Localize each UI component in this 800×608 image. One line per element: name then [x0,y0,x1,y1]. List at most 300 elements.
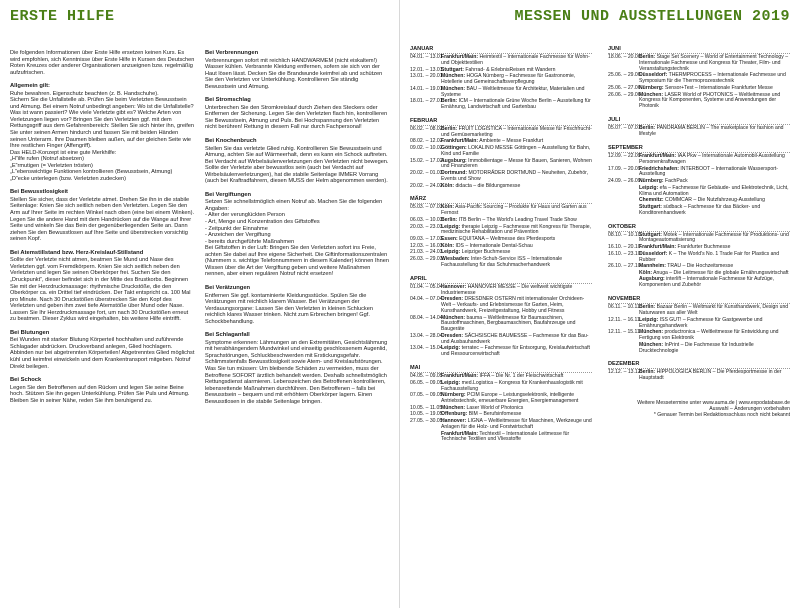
fair-description [441,184,592,190]
month-heading: MAI [410,365,421,372]
section-text [205,146,390,185]
fair-date: 26.03. – 29.03. [410,255,444,262]
fair-city: München: [441,73,466,80]
fair-date [608,198,639,204]
fair-name: ISS GUT! – Fachmesse für Gastgewerbe und Ernährungshandwerk [639,316,763,329]
fair-date [608,186,639,198]
fair-city: Berlin: [441,216,458,223]
fair-description [639,343,790,355]
fair-date: 26.06. – 29.06. [608,91,642,98]
fair-date: 06.11. – 10.11. [608,304,642,311]
first-aid-section [205,138,390,185]
fair-city: Friedrichshafen: [639,165,679,172]
footnote [608,400,790,418]
fair-name: IFFA – Die Nr. 1 der Fleischwirtschaft [479,373,564,380]
fair-description [441,171,592,183]
fair-entry [410,99,592,111]
footnote-line: * Genauer Termin bei Redaktionsschluss noch nicht bekannt [653,412,790,419]
fair-date: 26.10. – 27.10. [608,263,642,270]
fair-description [639,73,790,85]
fair-name: TRAU – Die Hochzeitsmesse [667,263,734,270]
fair-city: Essen: [441,236,458,242]
fair-entry [608,305,790,317]
month-heading: NOVEMBER [608,296,641,303]
month-heading: APRIL [410,275,427,282]
section-line: Das HELD-Konzept ist eine gute Merkhilfe: [10,149,117,156]
month-block [410,196,592,268]
fair-city: Frankfurt/Main: [441,430,479,437]
month-block [608,117,790,138]
first-aid-section [205,285,390,325]
fair-entry [410,297,592,315]
fair-city: Stuttgart: [639,231,662,238]
month-block [608,46,790,110]
fair-city: München: [441,85,466,92]
section-line: - Zeitpunkt der Einnahme [205,225,268,232]
section-heading: Bei Verbrennungen [205,50,259,56]
fair-entry [410,419,592,431]
fair-city: Dresden: [441,296,464,303]
fair-city: Augsburg: [639,276,665,283]
fair-city: Berlin: [639,369,656,376]
fair-name: ITB Berlin – The World's Leading Travel Trade Show [458,216,577,223]
fair-name: med.Logistica – Kongress für Krankenhauslogistik mit Fachausstellung [441,379,583,392]
month-heading: FEBRUAR [410,117,438,124]
fair-city: Leipzig: [639,184,659,191]
fair-description [639,318,790,330]
fair-entry [410,146,592,158]
section-line: Verbrennungen sofort mit reichlich HANDWARMEM (nicht eiskaltem!) Wasser kühlen. Verbrannte Kleidung entfernen, sofern sie sich von der Haut lösen lässt. Decken Sie die Brandwunde keimfrei ab und schützen Sie den Verletzten vor Unterkühlung. Kontrollieren Sie ständig Bewusstsein und Atmung. [205,57,383,90]
fair-description [639,167,790,179]
fair-date [608,277,639,289]
section-line: - Anzeichen der Vergiftung [205,232,271,239]
fair-city: Mannheim: [639,263,666,270]
section-line: Sichern Sie die Unfallstelle ab. Prüfen Sie beim Verletzten Bewusstsein und Atmung. Bei einem Notruf unbedingt angeben: Wo ist die Unfallstelle? Was ist wann passiert? Wie viele Verletzte gibt es? Welche Arten von Verletzungen liegen vor? Bringen Sie den Verletzten ggf. mit dem Rettungsgriff aus dem Gefahrenbereich: Stellen Sie sich hinter ihn, greifen Sie unter seinen Armen hindurch und fassen Sie mit beiden Händen seinen Unterarm. Ihre Daumen bleiben außen, auf der gleichen Seite wie Ihre restlichen Finger (Affengriff). [10,97,194,150]
section-line: Stellen Sie sicher, dass der Verletzte atmet. Drehen Sie ihn in die stabile Seitenlage: Knien Sie sich seitlich neben den Verletzten. Legen Sie den Arm auf Ihrer Seite im rechten Winkel nach oben (eine bei einem Winken). Legen Sie die andere Hand mit dem Handrücken auf die Wange auf Ihrer Seite und winkeln Sie das Bein der gegenüberliegenden Seite an. Dann ziehen Sie den Bewusstlosen auf Ihre Seite und überstrecken vorsichtig seinen Kopf. [10,196,195,243]
fair-city: Düsseldorf: [639,72,668,79]
fair-city: Berlin: [639,54,656,60]
fair-name: Stage Set Scenery – World of Entertainment Technology – Internationale Fachmesse und Kongress für Theater, Film- und Veranstaltungstechnik [639,54,789,72]
fair-date: 07.05. – 09.05. [410,392,444,399]
fair-description [441,432,592,444]
fair-name: LIGNA – Weltleitmesse für Maschinen, Werkzeuge und Anlagen für die Holz- und Forstwirtschaft [441,418,592,430]
fair-name: MOTORRÄDER DORTMUND – Neuheiten, Zubehör, Events und Show [441,170,589,182]
fair-city: Leipzig: [441,223,461,230]
fair-city: München: [639,341,664,348]
fair-description [441,297,592,315]
section-heading: Bei Knochenbruch [205,138,257,145]
fair-description [441,225,592,237]
fair-date: 06.05. – 09.05. [410,379,444,386]
month-heading: JULI [608,117,621,124]
section-text [10,197,195,243]
first-aid-column-2 [205,50,390,412]
fair-date: 08.04. – 14.04. [410,314,444,321]
fair-name: HOGA Nürnberg – Fachmesse für Gastronomie, Hotellerie und Gemeinschaftsverpflegung [441,73,576,85]
fair-city: Berlin: [441,98,458,105]
section-heading: Bei Schock [10,377,42,384]
fair-name: terratec – Fachmesse für Entsorgung, Kreislaufwirtschaft und Ressourcenwirtschaft [441,345,590,358]
fair-name: ICM – Internationale Grüne Woche Berlin – Ausstellung für Ernährung, Landwirtschaft und Gartenbau [441,98,591,110]
fair-description [639,277,790,289]
fair-entry [410,87,592,99]
fair-name: Techtextil – Internationale Leitmesse für Technische Textilien und Vliesstoffe [441,430,570,443]
section-line: „E“rmutigen (= Verletzten trösten) [10,162,93,169]
fair-city: Göttingen: [441,145,467,151]
fair-city: München: [639,329,664,336]
fair-entry [410,205,592,217]
fair-description [639,305,790,317]
fair-city: Leipzig: [639,316,659,323]
fair-city: Stuttgart: [639,203,662,210]
month-block [608,296,790,354]
first-aid-sections-1 [10,83,195,404]
fair-name: Heimtextil – Internationale Fachmesse für Wohn- und Objekttextilien [441,54,590,66]
fair-description [441,127,592,139]
fair-city: München: [639,91,664,98]
section-heading: Bei Schlaganfall [205,332,250,339]
fair-city: Frankfurt/Main: [441,373,479,380]
fair-name: Sensor+Test – Internationale Frankfurter Messe [665,84,773,91]
fair-entry [410,55,592,67]
fair-name: Inter-Schuh-Service ISS – Internationale Fachausstellung für das Schuhmacherhandwerk [441,255,563,268]
first-aid-section [205,192,390,278]
fair-date: 08.10. – 10.10. [608,231,642,238]
fair-date: 05.03. – 07.03. [410,204,444,211]
fair-city: München: [441,404,466,411]
footnote-line: Weitere Messetermine unter www.auma.de | www.expodatabase.de [637,400,790,407]
fair-date: 13.01. – 20.01. [410,73,444,80]
fair-entry [608,205,790,217]
fair-name: K – The World's No. 1 Trade Fair for Plastics and Rubber [639,250,780,263]
fair-entry [608,186,790,198]
fair-name: FRUIT LOGISTICA – Internationale Messe für Frischfrucht- und Gemüsemarketing [441,125,592,138]
fair-city: Augsburg: [441,157,467,164]
section-heading: Bei Blutungen [10,329,50,336]
fair-date: 24.09. – 26.09. [608,178,642,185]
section-text [10,337,195,370]
first-aid-section [10,330,195,370]
fair-date: 14.01. – 19.01. [410,85,444,92]
fair-city: Offenburg: [441,411,468,418]
month-heading: MÄRZ [410,196,427,203]
fair-date: 13.04. – 15.04. [410,345,444,352]
fair-name: DRESDNER OSTERN mit internationaler Orchideen-Welt – Verkaufs- und Erlebnismesse für Garten, Heim, Kunsthandwerk, Freizeitgestaltung, Hobby und Fitness [441,296,585,314]
fair-entry [410,346,592,358]
month-heading: JUNI [608,46,621,52]
fair-date [608,271,639,277]
section-text [205,293,390,326]
fair-date: 12.03. – 16.03. [410,242,444,249]
fair-description [441,87,592,99]
fair-name: INTERBOOT – Internationale Wassersport-Ausstellung [639,165,779,178]
fair-date: 15.02. – 17.02. [410,157,444,164]
fair-entry [410,381,592,393]
fair-name: PANORAMA BERLIN – The marketplace for fashion and lifestyle [639,125,784,138]
section-line: Symptome erkennen: Lähmungen an den Extremitäten, Gesichtslähmung mit herabhängendem Mundwinkel und einseitig geschlossenem Augenlid, Sprachstörungen, Schluckbeschwerden mit Erstickungsgefahr. Schlimmstenfalls Bewusstlosigkeit sowie Atem- und Kreislaufstörungen. Was Sie tun müssen: Um bleibende Schäden zu vermeiden, muss der Betroffene SOFORT ärztlich behandelt werden. Deshalb schnellstmöglich Rettungsdienst alarmieren. Lebenszeichen des Betroffenen kontrollieren, lebensrettende Maßnahmen durchführen. Den Betroffenen – falls bei Bewusstsein – bequem und mit erhöhtem Oberkörper lagern. Einen Bewusstlosen in die stabile Seitenlage bringen. [205,339,388,405]
fair-name: COMMCAR – Die Nutzfahrzeug-Ausstellung [665,197,765,204]
fair-city: Berlin: [639,125,656,132]
fair-date: 10.05. – 19.05. [410,411,444,418]
fair-city: Nürnberg: [441,392,466,399]
fair-entry [608,154,790,166]
fair-city: Frankfurt/Main: [441,138,479,145]
fair-date: 12.11. – 16.11. [608,316,642,323]
fair-city: Hannover: [441,283,467,290]
fair-description [639,252,790,264]
fair-date: 20.02. – 01.03. [410,170,444,176]
first-aid-section [205,50,390,90]
fair-entry [410,225,592,237]
fair-name: SÄCHSISCHE BAUMESSE – Fachmesse für das Bau- und Ausbauhandwerk [441,332,589,345]
month-block [608,361,790,382]
section-text [10,257,195,322]
fair-city: Dortmund: [441,170,468,176]
fair-name: efa – Fachmesse für Gebäude- und Elektrotechnik, Licht, Klima und Automation [639,184,789,197]
fair-name: LASER World of PHOTONICS – Weltleitmesse und Kongress für Komponenten, Systeme und Anwendungen der Photonik [639,91,781,110]
fair-date: 12.11. – 15.11. [608,329,642,336]
month-heading: OKTOBER [608,223,636,230]
fair-date: 06.02. – 08.02. [410,125,444,132]
fair-name: InPrint – Die Fachmesse für Industrielle Drucktechnologie [639,341,754,354]
section-line: „D“ecke unterlegen (bzw. Verletzten zudecken) [10,175,126,182]
fair-name: Asia-Pacific Sourcing – Produkte für Haus und Garten aus Fernost [441,204,587,217]
section-line: Unterbrechen Sie den Stromkreislauf durch Ziehen des Steckers oder Entfernen der Sicherung. Legen Sie den Verletzten flach hin, kontrollieren Sie Bewusstsein, Atmung und Puls. Bei Hochspannung den Verletzten nicht berühren! Rettung in diesem Fall nur durch Fachpersonal! [205,104,388,131]
fair-name: BAU – Weltleitmesse für Architektur, Materialien und Systeme [441,85,585,98]
section-line: Bei Wunden mit starker Blutung Körperteil hochhalten und zuführende Schlagader abdrücken. Druckverband anlegen, Glied hochlagern. Abbinden nur bei abgetrennten Körperteilen! Abgetrenntes Glied möglichst kühl und keimfrei einwickeln und dem Krankentransport mitgeben. Notruf Direkt beilegen. [10,337,195,370]
section-heading: Allgemein gilt: [10,83,50,90]
month-block [410,118,592,190]
fair-name: Leipziger Buchmesse [461,249,511,256]
fair-entry [608,55,790,73]
fair-entry [410,184,592,190]
fair-city: Berlin: [441,125,458,132]
fair-description [441,316,592,334]
section-line: Legen Sie den Betroffenen auf den Rücken und legen Sie seine Beine hoch. Stützen Sie ihn gegen Unterkühlung. Prüfen Sie Puls und Atmung. Bleiben Sie in seiner Nähe, reden Sie ihm beruhigend zu. [10,384,190,404]
fair-entry [410,285,592,297]
fair-description [639,93,790,111]
month-heading: JANUAR [410,46,434,52]
first-aid-title: ERSTE HILFE [10,8,115,25]
trade-fairs-column-1 [410,46,592,450]
fair-city: Leipzig: [441,345,461,352]
section-heading: Bei Bewusstlosigkeit [10,189,68,196]
fair-entry [410,393,592,405]
first-aid-section [10,83,195,182]
section-text [205,199,390,278]
fair-name: HIPPOLOGICA BERLIN – Die Pferdesportmesse in der Hauptstadt [639,369,782,382]
fair-city: Nürnberg: [639,84,664,91]
fair-entry [410,171,592,183]
fair-description [441,419,592,431]
fair-description [639,233,790,245]
first-aid-columns [10,50,390,412]
fair-date: 09.02. – 10.02. [410,145,444,151]
fair-description [639,370,790,382]
section-text [205,105,390,131]
fair-city: Leipzig: [441,379,461,386]
fair-description [441,346,592,358]
fair-city: Köln: [441,182,455,189]
fair-date: 20.02. – 24.02. [410,182,444,189]
fair-date: 20.03. – 23.03. [410,223,444,230]
section-text [10,91,195,183]
fair-name: südback – Fachmesse für das Bäcker- und Konditorenhandwerk [639,203,761,216]
fair-date: 06.03. – 10.03. [410,216,444,223]
month-heading: DEZEMBER [608,361,640,368]
fair-entry [608,126,790,138]
section-line: Entfernen Sie ggf. kontaminierte Kleidungsstücke. Spülen Sie die Verätzungen mit reichlich klarem Wasser. Bei Verätzungen der Verdauungsorgane: Lassen Sie den Verletzten in kleinen Schlucken reichlich klares Wasser trinken. Nicht zum Erbrechen bringen! Ggf. Schockbehandlung. [205,292,373,325]
fair-description [639,55,790,73]
fair-name: therapie Leipzig – Fachmesse mit Kongress für Therapie, medizinische Rehabilitation und Prävention [441,223,591,236]
fair-description [441,285,592,297]
trade-fairs-columns [410,46,790,450]
fair-name: Laser World of Photonics [466,404,524,411]
section-line: Bei Giftstoffen in der Luft: Bringen Sie den Verletzten sofort ins Freie, achten Sie dabei auf Ihre eigene Sicherheit. Die Giftinformationszentralen (Nummern s. wichtige Telefonnummern in diesem Kalender) können Ihnen Wissen über die Art der Vergiftung geben und weitere Maßnahmen nennen, aber einen regulären Notruf nicht ersetzen! [205,245,389,278]
fair-description [639,154,790,166]
section-line: Sollte der Verletzte nicht atmen, beatmen Sie Mund und Nase des Verletzten ggf. vom Fremdkörpern. Knien Sie sich seitlich neben den Verletzten und legen Sie seinen Oberkörper frei. Suchen Sie den „Druckpunkt“, dieser befindet sich in der Mitte des Brustkorbs. Beginnen Sie mit der Herzdruckmassage: rhythmische Druckstöße, die den Oberkörper ca. ein Drittel tief eindrücken. Der Takt entspricht ca. 100 Mal pro Minute. Nach 30 Druckstößen überstrecken Sie den Kopf des Verletzten und geben ihm zwei tiefe Atemstöße über Mund oder Nase. Lassen Sie Ihr Herzdruckmassage fort, um nach 30 Druckstößen erneut zu beatmen. Dieser Zyklus wird eingehalten, bis weitere Hilfe eintrifft. [10,257,191,323]
section-text [205,58,390,91]
section-line: Setzen Sie schnellstmöglich einen Notruf ab. Machen Sie die folgenden Angaben: [205,199,383,212]
fair-date: 04.05. – 09.05. [410,373,444,380]
fair-name: bauma – Weltleitmesse für Baumaschinen, Baustoffmaschinen, Bergbaumaschinen, Baufahrzeuge und Baugeräte [441,314,576,333]
fair-entry [410,334,592,346]
section-line: - Alter der verunglückten Person [205,212,285,219]
fair-city: Nürnberg: [639,178,664,185]
fair-date: 10.05. – 11.05. [410,404,444,411]
fair-entry [410,257,592,269]
first-aid-section [10,250,195,323]
fair-description [441,74,592,86]
fair-date: 16.10. – 23.10. [608,250,642,257]
month-heading: SEPTEMBER [608,145,643,152]
footnote-line: Auswahl – Änderungen vorbehalten [709,406,790,413]
section-line: - Art, Menge und Konzentration des Giftstoffes [205,219,320,226]
fair-entry [608,318,790,330]
fair-name: BIM – Berufsinfomesse [468,411,522,418]
fair-description [639,186,790,198]
fair-entry [608,343,790,355]
first-aid-section [10,377,195,404]
fair-date: 12.09. – 22.09. [608,153,642,160]
fair-entry [608,330,790,342]
fair-date: 13.04. – 28.04. [410,332,444,339]
fair-description [639,126,790,138]
fair-name: Anuga – Die Leitmesse für die globale Ernährungswirtschaft [653,269,789,276]
section-heading: Bei Vergiftungen [205,191,252,198]
month-block [608,224,790,290]
fair-city: Leipzig: [441,249,461,256]
fair-date: 09.03. – 17.03. [410,236,444,242]
fair-description [441,205,592,217]
fair-description [639,330,790,342]
section-line: „H“ilfe rufen (Notruf absetzen) [10,156,84,163]
fair-city: Chemnitz: [639,197,664,204]
fair-date: 04.04. – 07.04. [410,296,444,303]
fair-city: Frankfurt/Main: [639,153,677,160]
month-block [410,46,592,111]
fair-name: didacta – die Bildungsmesse [455,182,521,189]
fair-entry [608,167,790,179]
fair-date: 25.06. – 29.06. [608,72,642,79]
fair-name: Frankfurter Buchmesse [677,244,731,251]
fair-name: LOKALINO MESSE Göttingen – Ausstellung für Bahn, Kind und Familie [441,145,591,157]
fair-date: 08.02. – 12.02. [410,138,444,145]
fair-date: 04.01. – 13.01. [410,54,444,60]
fair-description [441,257,592,269]
fair-description [441,159,592,171]
fair-description [441,334,592,346]
fair-city: Frankfurt/Main: [639,244,677,251]
fair-description [441,381,592,393]
first-aid-section [205,97,390,131]
fair-date: 12.01. – 13.01. [410,66,444,73]
fair-name: productronica – Weltleitmesse für Entwicklung und Fertigung von Elektronik [639,329,779,342]
first-aid-sections-2 [205,50,390,405]
fair-city: Wiesbaden: [441,255,470,262]
section-text [205,340,390,405]
fair-city: Hannover: [441,418,467,424]
month-block [410,365,592,443]
fair-name: Motek – Internationale Fachmesse für Produktions- und Montageautomatisierung [639,231,789,244]
first-aid-intro: Die folgenden Informationen über Erste Hilfe ersetzen keinen Kurs. Es wird empfohlen, sich Kenntnisse über Erste Hilfe in Kursen des Deutschen Roten Kreuzes oder anderer Organisationen anzueignen bzw. regelmäßig aufzufrischen. [10,50,195,76]
fair-date: 25.06. – 27.06. [608,84,642,91]
fair-entry [410,74,592,86]
fair-description [441,393,592,405]
section-heading: Bei Verätzungen [205,284,251,291]
section-text [10,385,195,405]
fair-date [608,343,639,355]
fair-city: Köln: [441,204,455,211]
fair-city: Frankfurt/Main: [441,54,479,60]
fair-date: 01.04. – 05.04. [410,283,444,290]
fair-city: München: [441,314,466,321]
fair-city: Dresden: [441,332,464,339]
section-heading: Bei Stromschlag [205,97,251,104]
fair-name: HANNOVER MESSE – Die weltweit wichtigste Industriemesse [441,283,573,296]
fair-entry [410,159,592,171]
fair-name: FachPack [665,178,688,185]
fair-date: 12.12. – 13.12. [608,369,642,376]
section-line: Ruhe bewahren. Eigenschutz beachten (z. B. Handschuhe). [10,90,159,97]
fair-name: Bazaar Berlin – Weltmarkt für Kunsthandwerk, Design und Naturwaren aus aller Welt [639,304,789,317]
fair-entry [608,277,790,289]
fair-entry [410,127,592,139]
section-line: Stellen Sie das verletzte Glied ruhig. Kontrollieren Sie Bewusstsein und Atmung, achten Sie auf Wärmeerhalt, denn es kann ein Schock auftreten. Bei Verdacht auf Wirbelsäulenverletzungen den Verletzten nicht bewegen. Sollte der Verletzte aber bewusstlos sein (auch bei Verdacht auf Wirbelsäulenverletzungen), hat die stabile Seitenlage IMMER Vorrang (auch bei Kraftradfahrern, diesen MUSS der Helm abgenommen werden). [205,145,389,185]
fair-name: IDS – Internationale Dental-Schau [455,242,533,249]
first-aid-section [205,332,390,405]
fair-entry [410,316,592,334]
fair-entry [608,93,790,111]
fair-date: 17.09. – 20.09. [608,165,642,172]
month-block [608,145,790,217]
fair-name: interlift – Internationale Fachmesse für Aufzüge, Komponenten und Zubehör [639,276,775,289]
section-heading: Bei Atemstillstand bzw. Herz-Kreislauf-Stillstand [10,249,144,256]
fair-name: PCIM Europe – Leistungselektronik, intelligente Antriebstechnik, erneuerbare Energien, Energiemanagement [441,392,579,405]
fair-city: Düsseldorf: [639,250,668,257]
fair-date [608,205,639,217]
fair-description [441,146,592,158]
fair-date: 18.06. – 20.06. [608,54,642,60]
fair-date: 21.03. – 24.03. [410,249,444,256]
fair-description [639,205,790,217]
fair-name: IAA Pkw – Internationale Automobil-Ausstellung Personenkraftwagen [639,153,785,165]
fair-entry [608,73,790,85]
fair-name: EQUITANA – Weltmesse des Pferdesports [459,236,556,242]
fair-date: 18.01. – 27.01. [410,98,444,105]
fair-date: 05.07. – 07.07. [608,125,642,132]
fair-name: Immobilientage – Messe für Bauen, Sanieren, Wohnen und Finanzieren [441,157,592,170]
